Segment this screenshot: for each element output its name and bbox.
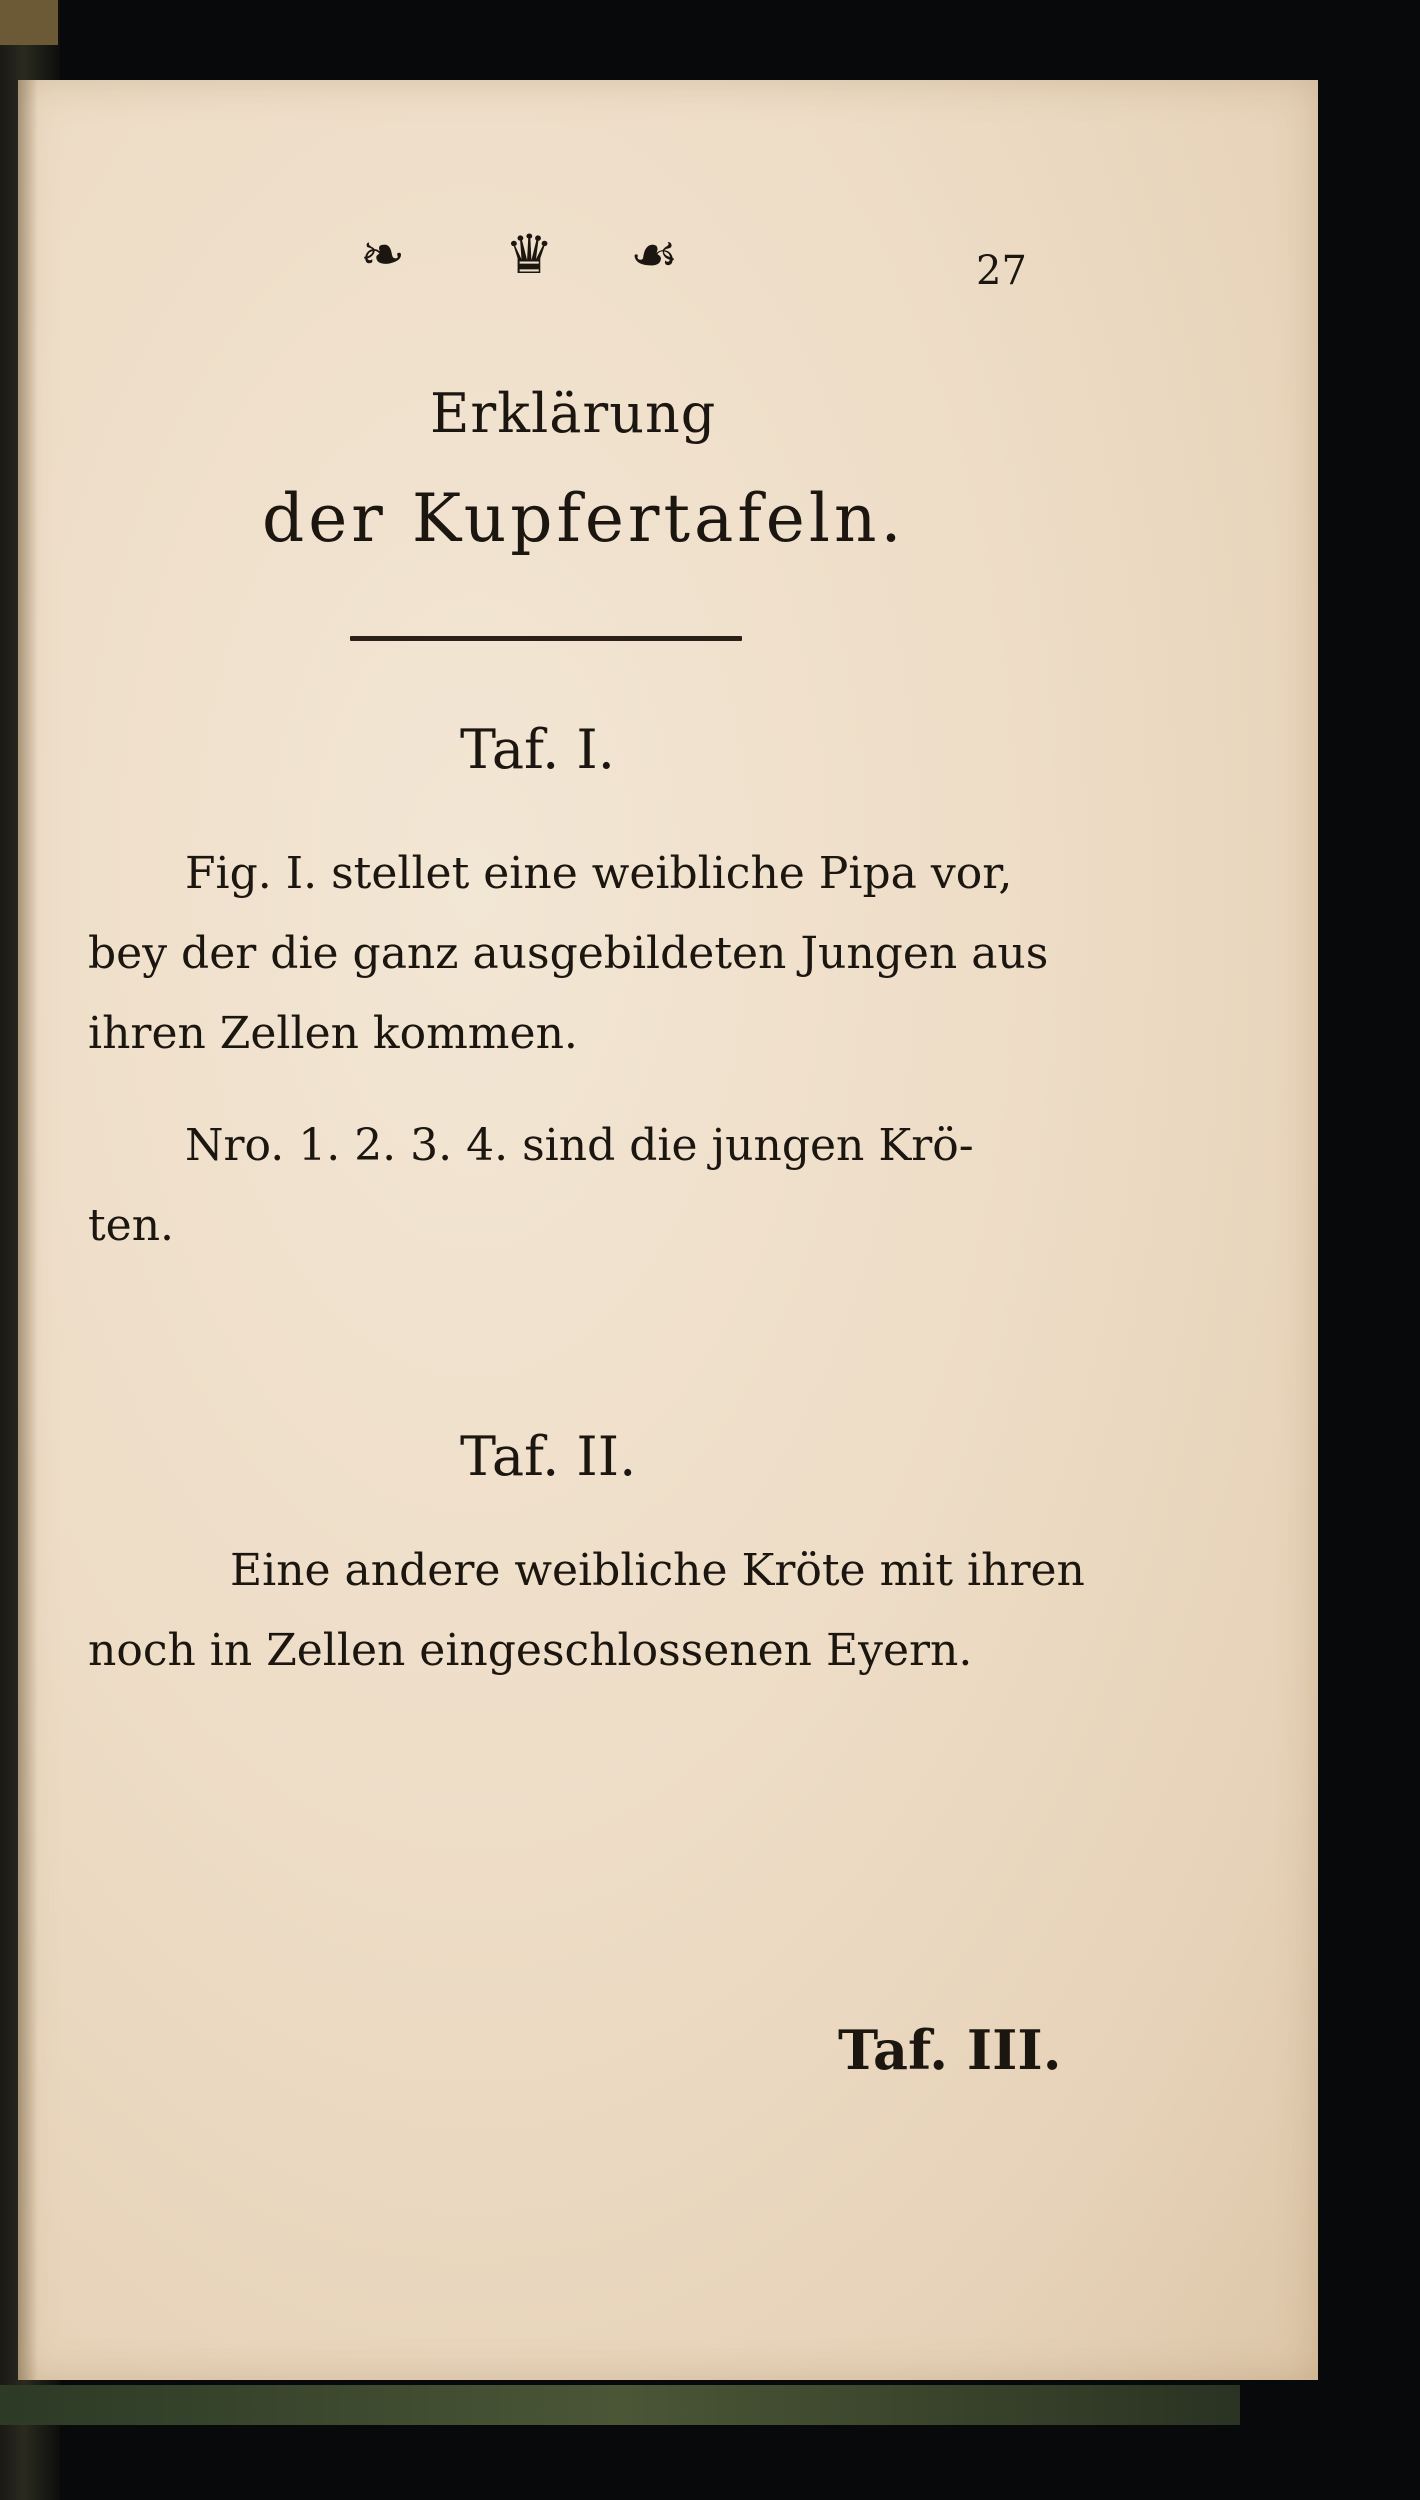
section-title-taf-1: Taf. I. (460, 718, 615, 781)
left-fleuron-icon: ❧ (360, 223, 406, 286)
spine-label (0, 0, 58, 45)
body-line: noch in Zellen eingeschlossenen Eyern. (88, 1625, 973, 1676)
section-title-taf-2: Taf. II. (460, 1425, 637, 1488)
crown-ornament-icon: ♛ (505, 223, 554, 286)
right-fleuron-icon: ☙ (630, 223, 679, 286)
heading-divider (350, 636, 742, 641)
body-line: bey der die ganz ausgebildeten Jungen aus (88, 928, 1049, 979)
catchword: Taf. III. (838, 2018, 1062, 2082)
page-gutter-shadow (18, 80, 38, 2380)
body-line: Eine andere weibliche Kröte mit ihren (230, 1545, 1085, 1596)
cover-edge (0, 2385, 1240, 2425)
body-line: Nro. 1. 2. 3. 4. sind die jungen Krö- (185, 1120, 974, 1171)
page-number: 27 (976, 248, 1027, 294)
heading-line-1: Erklärung (430, 382, 717, 445)
body-line: Fig. I. stellet eine weibliche Pipa vor, (185, 848, 1013, 899)
heading-line-2: der Kupfertafeln. (262, 480, 906, 557)
body-line: ihren Zellen kommen. (88, 1008, 578, 1059)
body-line: ten. (88, 1200, 175, 1251)
